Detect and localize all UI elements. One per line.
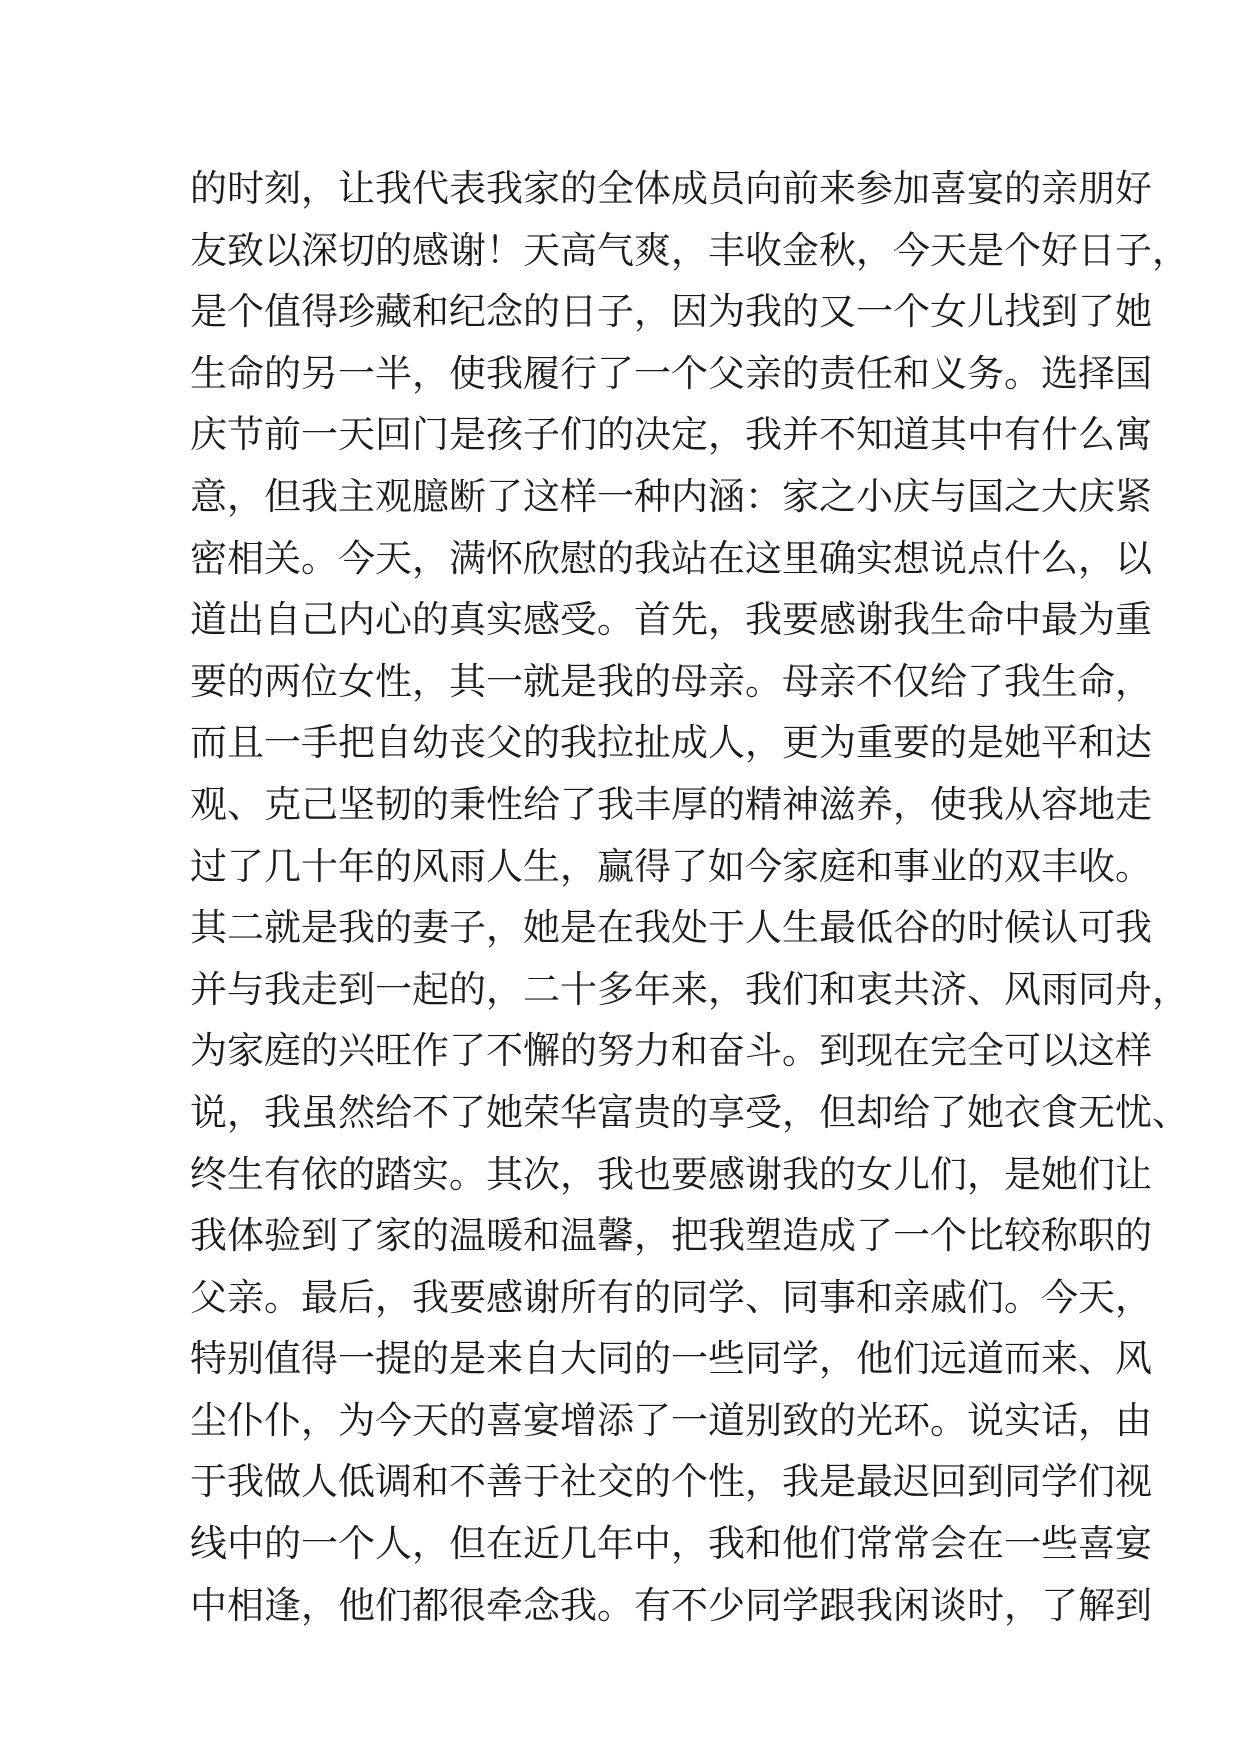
text-line-6: 意，但我主观臆断了这样一种内涵：家之小庆与国之大庆紧 (190, 474, 1152, 518)
text-line-5: 庆节前一天回门是孩子们的决定，我并不知道其中有什么寓 (190, 413, 1152, 457)
text-line-11: 观、克己坚韧的秉性给了我丰厚的精神滋养，使我从容地走 (190, 782, 1152, 826)
text-line-10: 而且一手把自幼丧父的我拉扯成人，更为重要的是她平和达 (190, 721, 1152, 765)
text-line-17: 终生有依的踏实。其次，我也要感谢我的女儿们，是她们让 (190, 1152, 1152, 1196)
text-line-9: 要的两位女性，其一就是我的母亲。母亲不仅给了我生命， (190, 659, 1152, 703)
text-line-15: 为家庭的兴旺作了不懈的努力和奋斗。到现在完全可以这样 (190, 1029, 1152, 1073)
text-line-21: 尘仆仆，为今天的喜宴增添了一道别致的光环。说实话，由 (190, 1398, 1152, 1442)
text-line-22: 于我做人低调和不善于社交的个性，我是最迟回到同学们视 (190, 1460, 1152, 1504)
text-line-16: 说，我虽然给不了她荣华富贵的享受，但却给了她衣食无忧、 (190, 1090, 1189, 1134)
text-line-2: 友致以深切的感谢！天高气爽，丰收金秋，今天是个好日子， (190, 228, 1189, 272)
text-line-20: 特别值得一提的是来自大同的一些同学，他们远道而来、风 (190, 1337, 1152, 1381)
text-line-3: 是个值得珍藏和纪念的日子，因为我的又一个女儿找到了她 (190, 290, 1152, 334)
text-line-1: 的时刻，让我代表我家的全体成员向前来参加喜宴的亲朋好 (190, 167, 1152, 210)
text-line-23: 线中的一个人，但在近几年中，我和他们常常会在一些喜宴 (190, 1522, 1152, 1566)
text-line-4: 生命的另一半，使我履行了一个父亲的责任和义务。选择国 (190, 351, 1152, 395)
text-line-13: 其二就是我的妻子，她是在我处于人生最低谷的时候认可我 (190, 906, 1152, 950)
text-line-8: 道出自己内心的真实感受。首先，我要感谢我生命中最为重 (190, 598, 1152, 642)
text-line-18: 我体验到了家的温暖和温馨，把我塑造成了一个比较称职的 (190, 1214, 1152, 1258)
text-line-19: 父亲。最后，我要感谢所有的同学、同事和亲戚们。今天， (190, 1275, 1152, 1319)
text-line-24: 中相逢，他们都很牵念我。有不少同学跟我闲谈时，了解到 (190, 1583, 1152, 1627)
body-paragraph (190, 158, 1189, 1636)
text-line-14: 并与我走到一起的，二十多年来，我们和衷共济、风雨同舟， (190, 967, 1189, 1011)
text-line-12: 过了几十年的风雨人生，赢得了如今家庭和事业的双丰收。 (190, 844, 1152, 888)
text-line-7: 密相关。今天，满怀欣慰的我站在这里确实想说点什么，以 (190, 536, 1152, 580)
